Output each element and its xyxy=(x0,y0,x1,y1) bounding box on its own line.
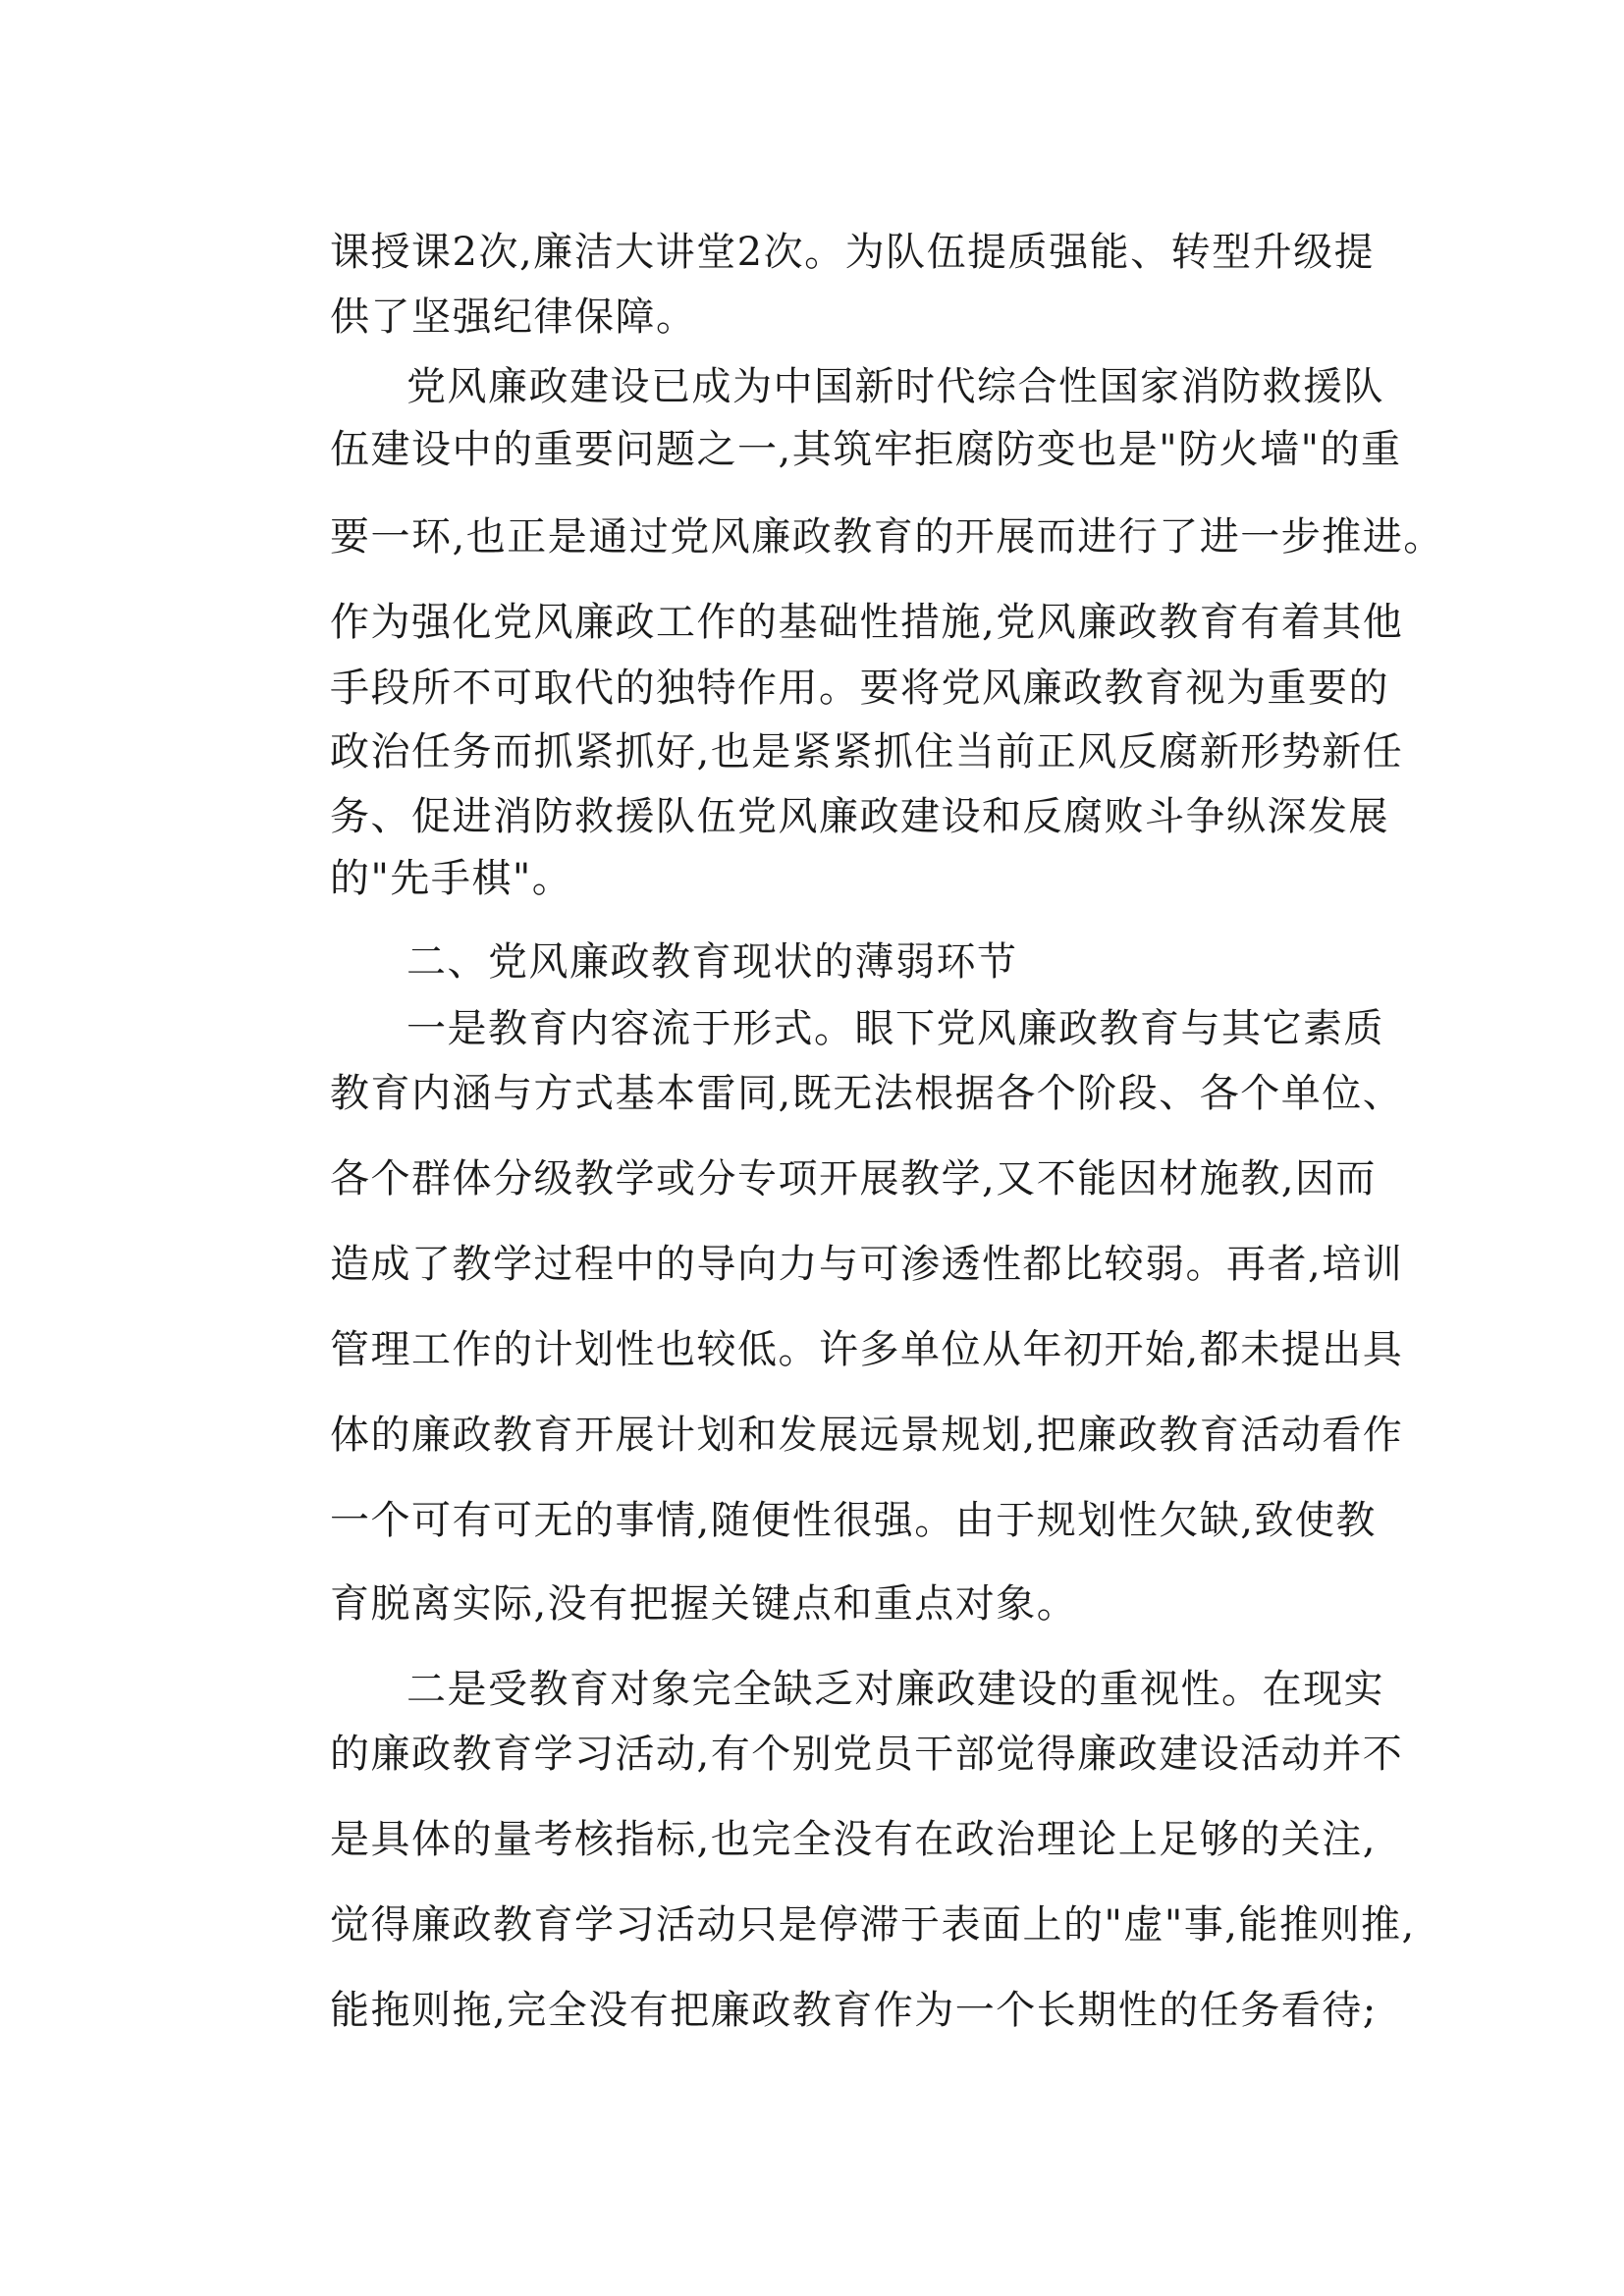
text-line: 各个群体分级教学或分专项开展教学,又不能因材施教,因而 xyxy=(330,1156,1377,1201)
text-line: 课授课2次,廉洁大讲堂2次。为队伍提质强能、转型升级提 xyxy=(330,230,1376,275)
text-line: 管理工作的计划性也较低。许多单位从年初开始,都未提出具 xyxy=(330,1327,1404,1372)
text-line: 的廉政教育学习活动,有个别党员干部觉得廉政建设活动并不 xyxy=(330,1732,1404,1777)
text-line: 务、促进消防救援队伍党风廉政建设和反腐败斗争纵深发展 xyxy=(330,794,1389,839)
text-line: 供了坚强纪律保障。 xyxy=(330,294,697,340)
text-line: 造成了教学过程中的导向力与可渗透性都比较弱。再者,培训 xyxy=(330,1242,1404,1287)
text-line: 教育内涵与方式基本雷同,既无法根据各个阶段、各个单位、 xyxy=(330,1071,1404,1116)
section-heading: 二、党风廉政教育现状的薄弱环节 xyxy=(406,939,1018,985)
paragraph-first-line: 一是教育内容流于形式。眼下党风廉政教育与其它素质 xyxy=(406,1006,1384,1051)
paragraph-first-line: 二是受教育对象完全缺乏对廉政建设的重视性。在现实 xyxy=(406,1667,1384,1712)
text-line: 一个可有可无的事情,随便性很强。由于规划性欠缺,致使教 xyxy=(330,1498,1377,1543)
text-line: 的"先手棋"。 xyxy=(330,856,573,901)
text-line: 体的廉政教育开展计划和发展远景规划,把廉政教育活动看作 xyxy=(330,1413,1404,1458)
text-line: 作为强化党风廉政工作的基础性措施,党风廉政教育有着其他 xyxy=(330,600,1404,645)
text-line: 是具体的量考核指标,也完全没有在政治理论上足够的关注, xyxy=(330,1817,1377,1862)
text-line: 政治任务而抓紧抓好,也是紧紧抓住当前正风反腐新形势新任 xyxy=(330,729,1404,774)
text-line: 觉得廉政教育学习活动只是停滞于表面上的"虚"事,能推则推, xyxy=(330,1902,1416,1948)
paragraph-first-line: 党风廉政建设已成为中国新时代综合性国家消防救援队 xyxy=(406,364,1384,409)
text-line: 能拖则拖,完全没有把廉政教育作为一个长期性的任务看待; xyxy=(330,1988,1378,2033)
text-line: 伍建设中的重要问题之一,其筑牢拒腐防变也是"防火墙"的重 xyxy=(330,427,1402,472)
text-line: 手段所不可取代的独特作用。要将党风廉政教育视为重要的 xyxy=(330,666,1389,711)
text-line: 育脱离实际,没有把握关键点和重点对象。 xyxy=(330,1581,1078,1627)
text-line: 要一环,也正是通过党风廉政教育的开展而进行了进一步推进。 xyxy=(330,514,1444,560)
